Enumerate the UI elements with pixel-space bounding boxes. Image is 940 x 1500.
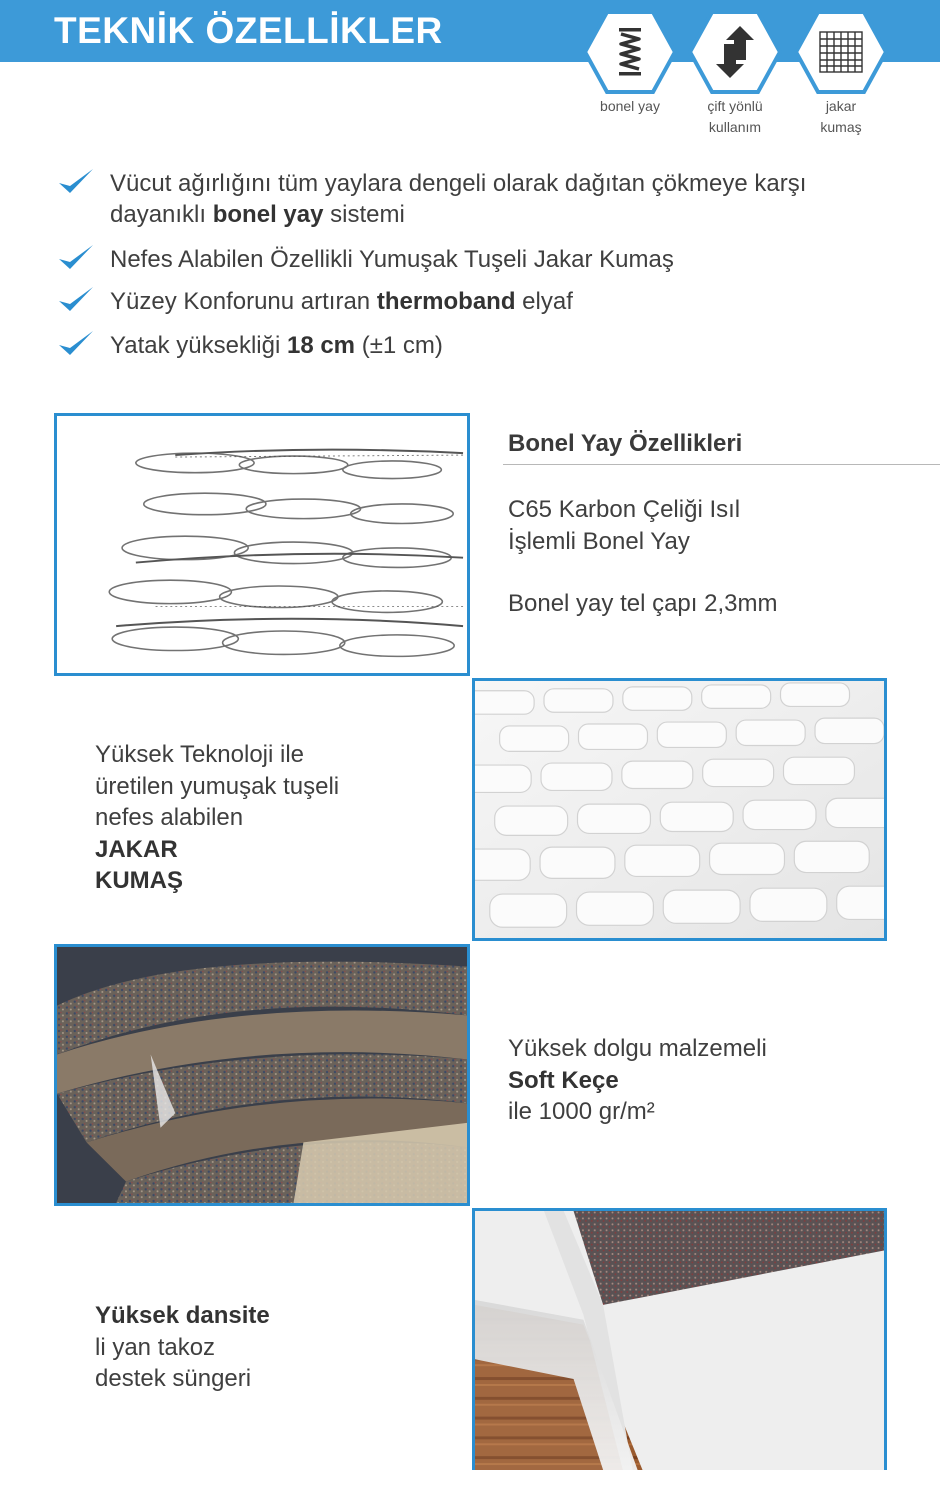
list-item: Vücut ağırlığını tüm yaylara dengeli olarak dağıtan çökmeye karşı dayanıklı bonel yay sistemi xyxy=(54,168,894,230)
spring-icon xyxy=(583,8,677,96)
spring-photo xyxy=(54,413,470,676)
feature-label-fabric: jakar kumaş xyxy=(820,98,862,135)
foam-photo xyxy=(472,1208,887,1470)
fabric-photo xyxy=(472,678,887,941)
feature-label-spring: bonel yay xyxy=(600,98,660,114)
page-title: TEKNİK ÖZELLİKLER xyxy=(54,10,443,51)
feature-label-double: çift yönlü kullanım xyxy=(707,98,763,135)
list-item: Yatak yüksekliği 18 cm (±1 cm) xyxy=(54,330,894,361)
section-divider xyxy=(503,464,940,465)
felt-photo xyxy=(54,944,470,1206)
checkmark-icon xyxy=(56,328,96,360)
list-item: Yüzey Konforunu artıran thermoband elyaf xyxy=(54,286,894,317)
checkmark-icon xyxy=(56,242,96,274)
checkmark-icon xyxy=(56,166,96,198)
fabric-pattern-icon xyxy=(794,8,888,96)
felt-description: Yüksek dolgu malzemeli Soft Keçe ile 1000 gr/m² xyxy=(508,1035,767,1125)
double-arrows-icon xyxy=(688,8,782,96)
fabric-description: Yüksek Teknoloji ile üretilen yumuşak tuşeli nefes alabilen JAKAR KUMAŞ xyxy=(95,741,340,894)
foam-description: Yüksek dansite li yan takoz destek süngeri xyxy=(95,1302,270,1392)
list-item: Nefes Alabilen Özellikli Yumuşak Tuşeli Jakar Kumaş xyxy=(54,244,894,275)
checkmark-icon xyxy=(56,284,96,316)
spring-description: C65 Karbon Çeliği Isıl İşlemli Bonel Yay Bonel yay tel çapı 2,3mm xyxy=(508,496,778,617)
spring-section-heading: Bonel Yay Özellikleri xyxy=(508,430,743,457)
